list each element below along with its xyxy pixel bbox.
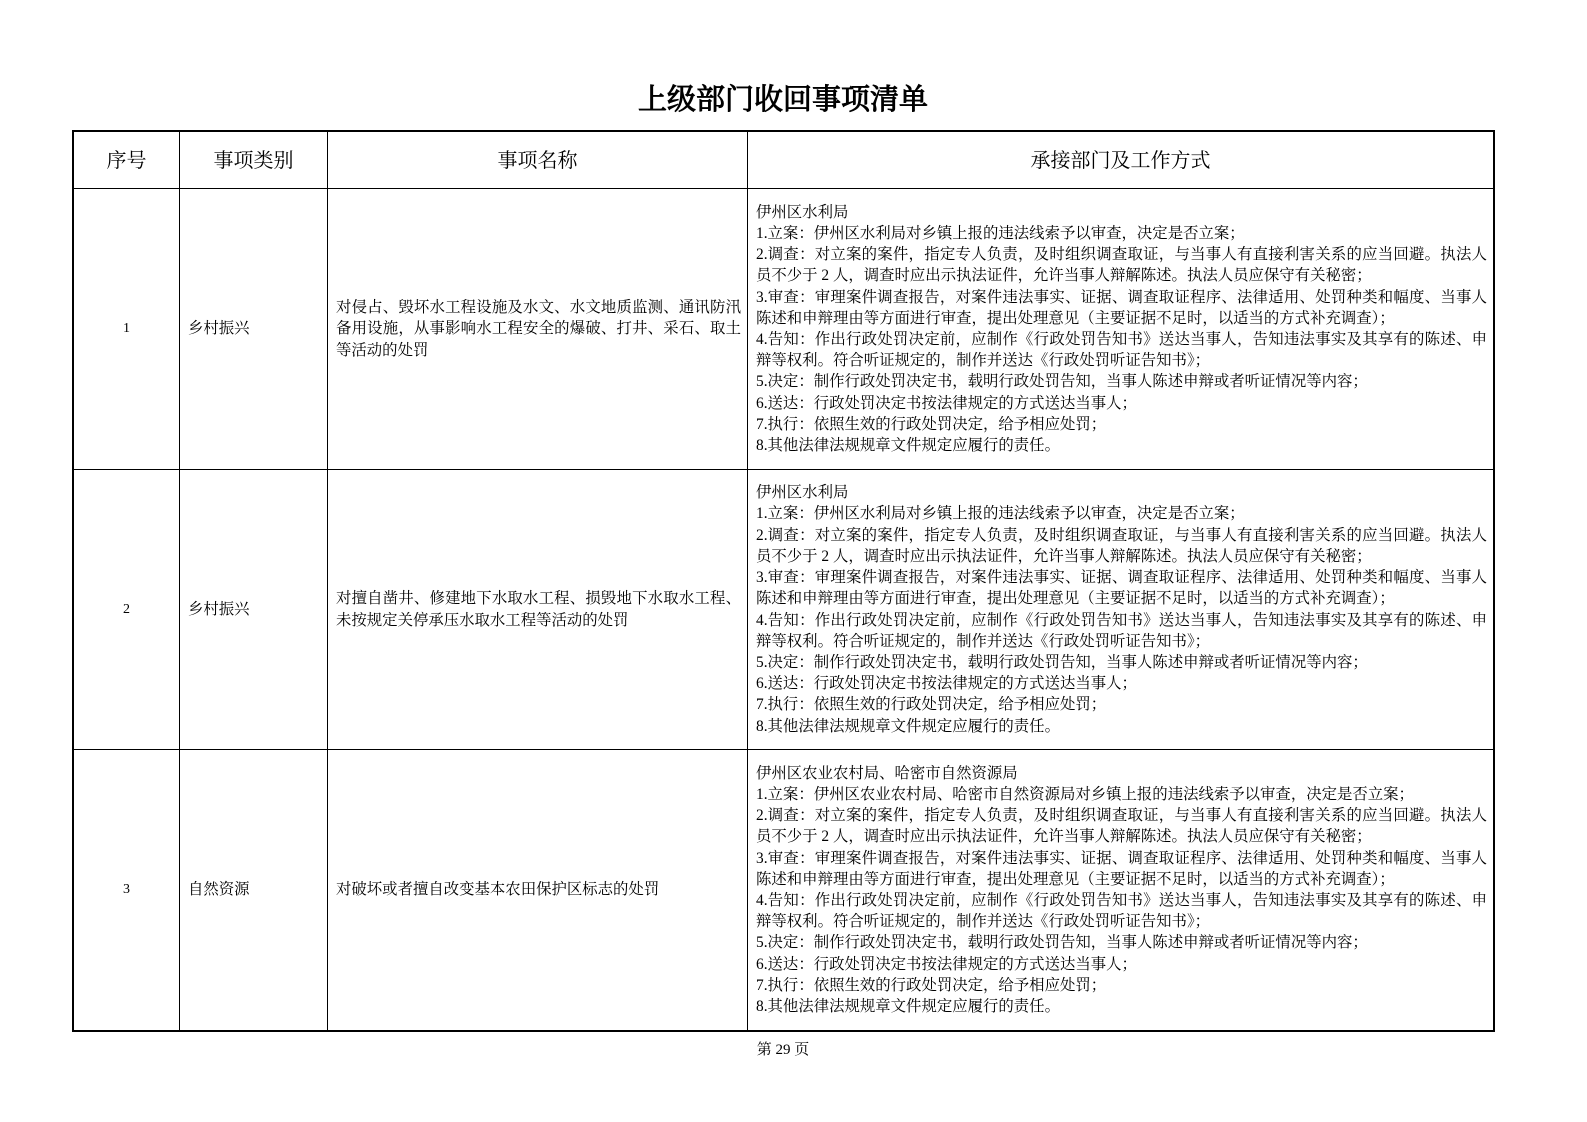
row-step: 5.决定：制作行政处罚决定书，载明行政处罚告知，当事人陈述申辩或者听证情况等内容；	[756, 373, 1368, 391]
row-step: 3.审查：审理案件调查报告，对案件违法事实、证据、调查取证程序、法律适用、处罚种类和幅度、当事人陈述和申辩理由等方面进行审查，提出处理意见（主要证据不足时，以适当的方式补充调查）；	[756, 288, 1487, 327]
row-item-name-cell	[328, 750, 748, 1031]
row-step: 1.立案：伊州区农业农村局、哈密市自然资源局对乡镇上报的违法线索予以审查，决定是否立案；	[756, 785, 1414, 803]
row-step: 4.告知：作出行政处罚决定前，应制作《行政处罚告知书》送达当事人，告知违法事实及其享有的陈述、申辩等权利。符合听证规定的，制作并送达《行政处罚听证告知书》；	[756, 331, 1487, 370]
row-step: 2.调查：对立案的案件，指定专人负责，及时组织调查取证，与当事人有直接利害关系的应当回避。执法人员不少于 2 人，调查时应出示执法证件，允许当事人辩解陈述。执法人员应保守有关秘密；	[756, 246, 1487, 285]
row-department-cell	[748, 750, 1494, 1031]
row-step: 6.送达：行政处罚决定书按法律规定的方式送达当事人；	[756, 955, 1137, 973]
row-category-cell	[180, 470, 328, 750]
row-number: 3	[123, 882, 130, 897]
row-step: 2.调查：对立案的案件，指定专人负责，及时组织调查取证，与当事人有直接利害关系的应当回避。执法人员不少于 2 人，调查时应出示执法证件，允许当事人辩解陈述。执法人员应保守有关秘密；	[756, 526, 1487, 565]
header-cell-number	[74, 132, 180, 189]
items-table	[73, 131, 1494, 1031]
row-number-cell	[74, 750, 180, 1031]
row-step: 7.执行：依照生效的行政处罚决定，给予相应处罚；	[756, 696, 1107, 714]
row-step: 8.其他法律法规规章文件规定应履行的责任。	[756, 437, 1060, 455]
row-number-cell	[74, 189, 180, 470]
row-department: 伊州区农业农村局、哈密市自然资源局	[756, 764, 1018, 782]
row-step: 4.告知：作出行政处罚决定前，应制作《行政处罚告知书》送达当事人，告知违法事实及其享有的陈述、申辩等权利。符合听证规定的，制作并送达《行政处罚听证告知书》；	[756, 611, 1487, 650]
header-item-name-label: 事项名称	[497, 148, 578, 172]
row-step: 3.审查：审理案件调查报告，对案件违法事实、证据、调查取证程序、法律适用、处罚种类和幅度、当事人陈述和申辩理由等方面进行审查，提出处理意见（主要证据不足时，以适当的方式补充调查）；	[756, 849, 1487, 888]
row-step: 2.调查：对立案的案件，指定专人负责，及时组织调查取证，与当事人有直接利害关系的应当回避。执法人员不少于 2 人，调查时应出示执法证件，允许当事人辩解陈述。执法人员应保守有关秘密；	[756, 807, 1487, 846]
row-number-cell	[74, 470, 180, 750]
row-item-name-cell	[328, 470, 748, 750]
header-department-label: 承接部门及工作方式	[1030, 148, 1211, 172]
row-department: 伊州区水利局	[756, 203, 849, 221]
row-step: 7.执行：依照生效的行政处罚决定，给予相应处罚；	[756, 976, 1107, 994]
row-step: 5.决定：制作行政处罚决定书，载明行政处罚告知，当事人陈述申辩或者听证情况等内容；	[756, 934, 1368, 952]
row-step: 1.立案：伊州区水利局对乡镇上报的违法线索予以审查，决定是否立案；	[756, 224, 1245, 242]
row-category-cell	[180, 750, 328, 1031]
row-category: 自然资源	[188, 881, 250, 899]
header-cell-item-name	[328, 132, 748, 189]
header-category-label: 事项类别	[213, 148, 294, 172]
header-cell-category	[180, 132, 328, 189]
row-number: 2	[123, 601, 130, 617]
row-item-name: 对破坏或者擅自改变基本农田保护区标志的处罚	[336, 881, 660, 899]
row-number: 1	[123, 321, 130, 336]
row-category: 乡村振兴	[188, 320, 250, 338]
row-department-cell	[748, 470, 1494, 750]
row-department: 伊州区水利局	[756, 484, 849, 502]
row-item-name: 对擅自凿井、修建地下水取水工程、损毁地下水取水工程、未按规定关停承压水取水工程等活动的处罚	[336, 590, 741, 629]
row-step: 4.告知：作出行政处罚决定前，应制作《行政处罚告知书》送达当事人，告知违法事实及其享有的陈述、申辩等权利。符合听证规定的，制作并送达《行政处罚听证告知书》；	[756, 892, 1487, 931]
row-item-name-cell	[328, 189, 748, 470]
page-number: 第 29 页	[756, 1042, 810, 1058]
row-step: 3.审查：审理案件调查报告，对案件违法事实、证据、调查取证程序、法律适用、处罚种类和幅度、当事人陈述和申辩理由等方面进行审查，提出处理意见（主要证据不足时，以适当的方式补充调查）；	[756, 569, 1487, 608]
row-step: 7.执行：依照生效的行政处罚决定，给予相应处罚；	[756, 415, 1107, 433]
row-step: 5.决定：制作行政处罚决定书，载明行政处罚告知，当事人陈述申辩或者听证情况等内容；	[756, 653, 1368, 671]
row-step: 6.送达：行政处罚决定书按法律规定的方式送达当事人；	[756, 394, 1137, 412]
row-category: 乡村振兴	[188, 600, 250, 618]
row-category-cell	[180, 189, 328, 470]
row-step: 6.送达：行政处罚决定书按法律规定的方式送达当事人；	[756, 675, 1137, 693]
header-number-label: 序号	[106, 148, 147, 172]
row-step: 8.其他法律法规规章文件规定应履行的责任。	[756, 717, 1060, 735]
row-item-name: 对侵占、毁坏水工程设施及水文、水文地质监测、通讯防汛备用设施，从事影响水工程安全的爆破、打井、采石、取土等活动的处罚	[336, 298, 741, 359]
document-title: 上级部门收回事项清单	[637, 84, 928, 116]
row-step: 8.其他法律法规规章文件规定应履行的责任。	[756, 998, 1060, 1016]
row-step: 1.立案：伊州区水利局对乡镇上报的违法线索予以审查，决定是否立案；	[756, 505, 1245, 523]
header-cell-department	[748, 132, 1494, 189]
row-department-cell	[748, 189, 1494, 470]
